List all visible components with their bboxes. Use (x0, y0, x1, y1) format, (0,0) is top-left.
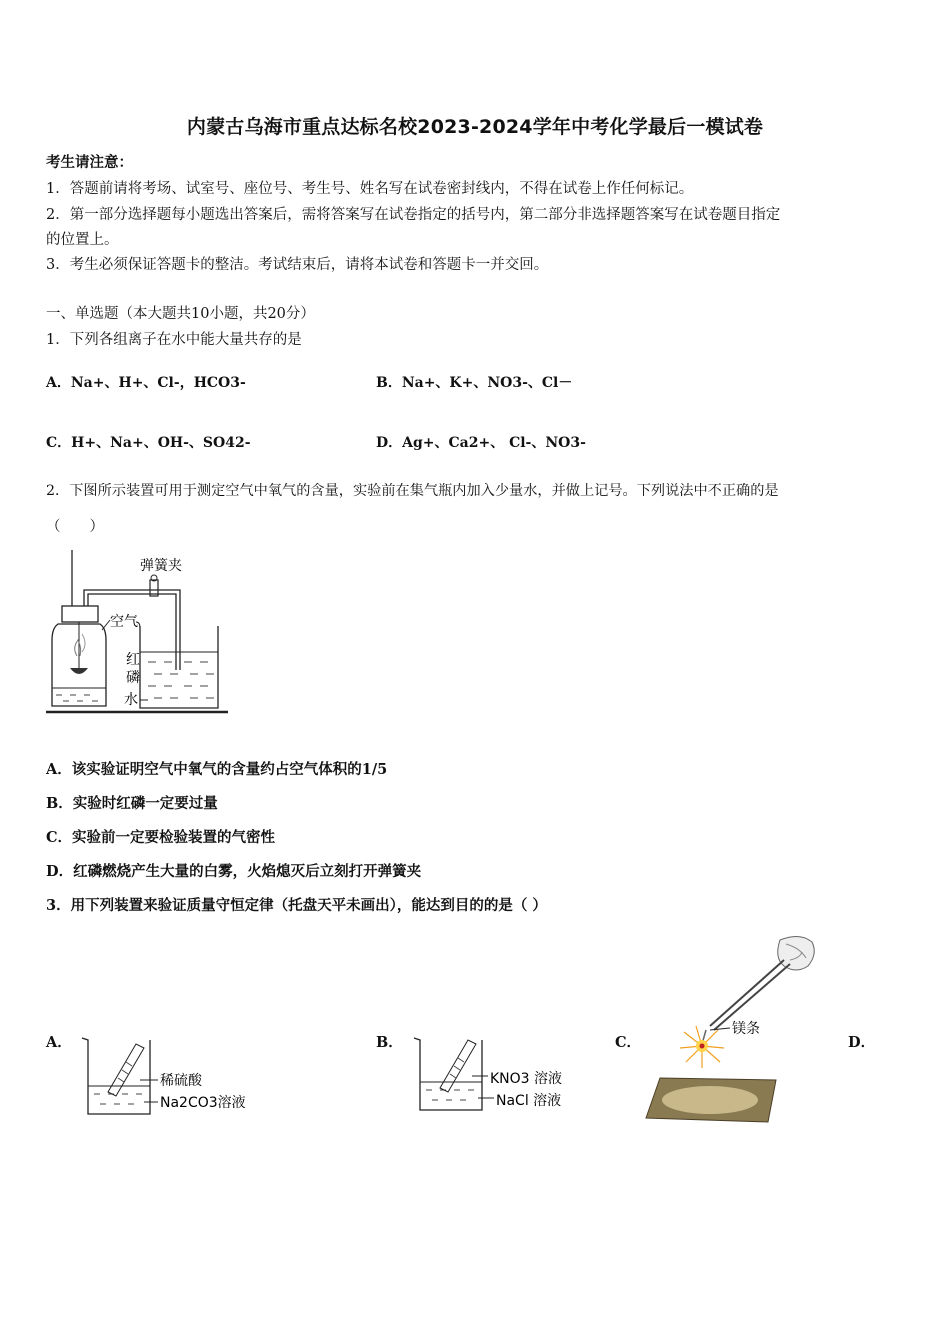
fig-label-clip: 弹簧夹 (140, 558, 182, 574)
q3-magnesium-burning-figure (640, 930, 830, 1125)
notice-item-3: 3．考生必须保证答题卡的整洁。考试结束后，请将本试卷和答题卡一并交回。 (46, 257, 549, 273)
q3c-label: 镁条 (732, 1021, 760, 1037)
q3-beaker-b-figure (410, 1030, 600, 1120)
q3-beaker-a-figure (78, 1030, 278, 1120)
q1-stem: 1．下列各组离子在水中能大量共存的是 (46, 332, 302, 348)
q3b-label-bottom: NaCl 溶液 (496, 1093, 562, 1109)
section-heading: 一、单选题（本大题共10小题，共20分） (46, 306, 315, 322)
q2-option-a: A．该实验证明空气中氧气的含量约占空气体积的1/5 (46, 761, 388, 778)
notice-item-2-cont: 的位置上。 (46, 232, 119, 248)
q3-option-a-letter: A． (46, 1034, 72, 1051)
fig-label-water: 水 (124, 692, 138, 708)
q1-option-b: B．Na+、K+、NO3-、Cl－ (376, 375, 573, 391)
q3-option-c-letter: C． (615, 1034, 642, 1051)
notice-heading: 考生请注意： (46, 154, 133, 171)
q3a-label-bottom: Na2CO3溶液 (160, 1095, 246, 1111)
q2-paren: （ ） (46, 519, 104, 535)
q3-option-b-letter: B． (376, 1034, 403, 1051)
q2-option-c: C．实验前一定要检验装置的气密性 (46, 829, 276, 846)
q2-option-d: D．红磷燃烧产生大量的白雾，火焰熄灭后立刻打开弹簧夹 (46, 863, 422, 880)
q3-stem: 3．用下列装置来验证质量守恒定律（托盘天平未画出），能达到目的的是（ ） (46, 897, 547, 914)
q3b-label-top: KNO3 溶液 (490, 1071, 563, 1087)
page-title: 内蒙古乌海市重点达标名校2023-2024学年中考化学最后一模试卷 (186, 116, 764, 138)
q2-option-b: B．实验时红磷一定要过量 (46, 795, 218, 812)
fig-label-red: 红 (126, 652, 140, 668)
fig-label-lin: 磷 (126, 670, 140, 686)
q2-stem: 2．下图所示装置可用于测定空气中氧气的含量，实验前在集气瓶内加入少量水，并做上记号。下列说法中不正确的是 (46, 483, 779, 499)
notice-item-1: 1．答题前请将考场、试室号、座位号、考生号、姓名写在试卷密封线内，不得在试卷上作任何标记。 (46, 181, 694, 197)
notice-item-2: 2．第一部分选择题每小题选出答案后，需将答案写在试卷指定的括号内，第二部分非选择题答案写在试卷题目指定 (46, 207, 781, 223)
q3-option-d-letter: D． (848, 1034, 876, 1051)
q3a-label-top: 稀硫酸 (160, 1073, 202, 1089)
q1-option-a: A．Na+、H+、Cl-，HCO3- (46, 375, 246, 391)
q1-option-d: D．Ag+、Ca2+、 Cl-、NO3- (376, 435, 586, 451)
q2-apparatus-figure (44, 548, 234, 718)
q1-option-c: C．H+、Na+、OH-、SO42- (46, 435, 251, 451)
fig-label-air: 空气 (110, 614, 138, 630)
